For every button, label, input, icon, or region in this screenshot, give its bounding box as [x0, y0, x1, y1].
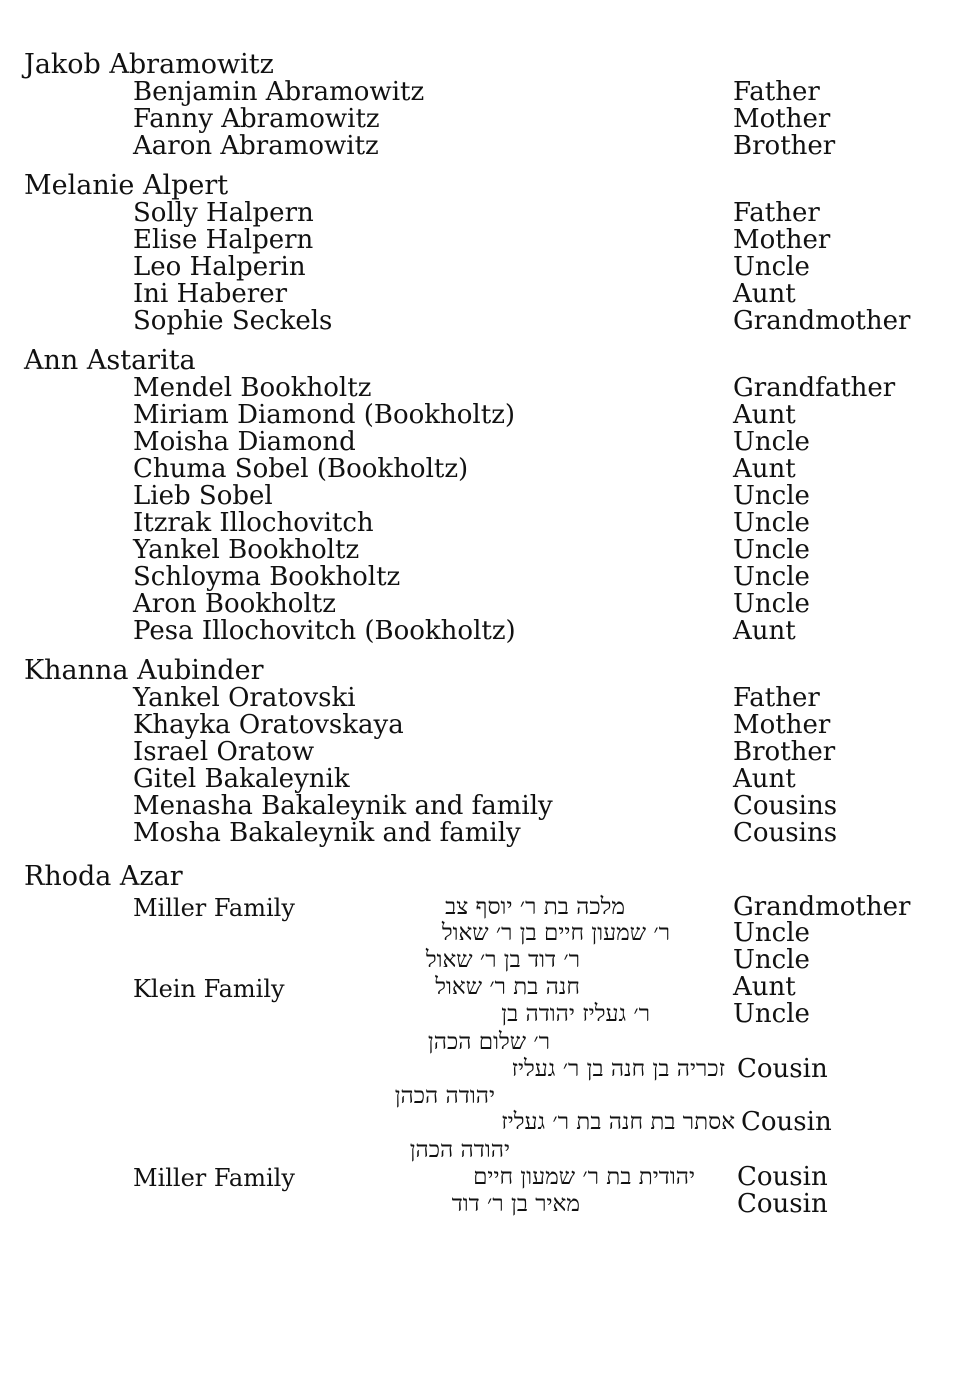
person-name: Yankel Bookholtz: [133, 535, 360, 565]
relation-label: Aunt: [733, 616, 796, 646]
relation-label: Uncle: [733, 999, 810, 1029]
person-name: Gitel Bakaleynik: [133, 764, 350, 794]
relation-label: Uncle: [733, 481, 810, 511]
person-name: Fanny Abramowitz: [133, 104, 380, 134]
relation-label: Grandmother: [733, 892, 911, 922]
relation-label: Grandmother: [733, 306, 911, 336]
section-heading: Jakob Abramowitz: [24, 49, 274, 80]
person-name: Israel Oratow: [133, 737, 315, 767]
hebrew-name: ר׳ דוד בן ר׳ שאול: [425, 947, 580, 973]
relation-label: Cousins: [733, 791, 838, 821]
person-name: Aron Bookholtz: [133, 589, 336, 619]
relation-label: Father: [733, 198, 820, 228]
relation-label: Uncle: [733, 945, 810, 975]
person-name: Chuma Sobel (Bookholtz): [133, 454, 469, 484]
hebrew-name: ר׳ שלום הכהן: [427, 1029, 550, 1055]
relation-label: Mother: [733, 710, 831, 740]
relation-label: Cousin: [741, 1107, 832, 1137]
relation-label: Cousin: [737, 1054, 828, 1084]
person-name: Lieb Sobel: [133, 481, 273, 511]
section-heading: Melanie Alpert: [24, 170, 229, 201]
family-label: Miller Family: [133, 894, 295, 922]
person-name: Ini Haberer: [133, 279, 288, 309]
person-name: Menasha Bakaleynik and family: [133, 791, 553, 821]
person-name: Miriam Diamond (Bookholtz): [133, 400, 516, 430]
person-name: Leo Halperin: [133, 252, 306, 282]
relation-label: Father: [733, 77, 820, 107]
person-name: Khayka Oratovskaya: [133, 710, 404, 740]
family-label: Miller Family: [133, 1164, 295, 1192]
person-name: Moisha Diamond: [133, 427, 356, 457]
relation-label: Uncle: [733, 427, 810, 457]
relation-label: Grandfather: [733, 373, 896, 403]
hebrew-name: מאיר בן ר׳ דוד: [451, 1191, 580, 1217]
relation-label: Cousin: [737, 1162, 828, 1192]
hebrew-name: יהודית בת ר׳ שמעון חיים: [473, 1164, 695, 1190]
relation-label: Uncle: [733, 918, 810, 948]
relation-label: Aunt: [733, 764, 796, 794]
person-name: Mendel Bookholtz: [133, 373, 372, 403]
hebrew-name: חנה בת ר׳ שאול: [435, 974, 580, 1000]
hebrew-name: ר׳ שמעון חיים בן ר׳ שאול: [441, 920, 670, 946]
relation-label: Cousins: [733, 818, 838, 848]
section-heading: Khanna Aubinder: [24, 655, 264, 686]
relation-label: Uncle: [733, 562, 810, 592]
section-heading: Ann Astarita: [24, 345, 196, 376]
relation-label: Aunt: [733, 279, 796, 309]
relation-label: Brother: [733, 131, 836, 161]
relation-label: Uncle: [733, 252, 810, 282]
relation-label: Uncle: [733, 535, 810, 565]
relation-label: Aunt: [733, 400, 796, 430]
section-heading: Rhoda Azar: [24, 861, 183, 892]
hebrew-name: מלכה בת ר׳ יוסף צב: [445, 894, 625, 920]
relation-label: Mother: [733, 104, 831, 134]
hebrew-name: יהודה הכהן: [409, 1137, 510, 1163]
person-name: Mosha Bakaleynik and family: [133, 818, 521, 848]
relation-label: Father: [733, 683, 820, 713]
hebrew-name: ר׳ געליז יהודה בן: [501, 1001, 650, 1027]
person-name: Sophie Seckels: [133, 306, 333, 336]
relation-label: Uncle: [733, 589, 810, 619]
person-name: Aaron Abramowitz: [133, 131, 379, 161]
hebrew-name: זכריה בן חנה בן ר׳ געליז: [511, 1056, 725, 1082]
person-name: Yankel Oratovski: [133, 683, 356, 713]
relation-label: Aunt: [733, 972, 796, 1002]
hebrew-name: אסתר בת חנה בת ר׳ געליז: [501, 1109, 735, 1135]
relation-label: Brother: [733, 737, 836, 767]
family-label: Klein Family: [133, 975, 285, 1003]
person-name: Solly Halpern: [133, 198, 314, 228]
person-name: Pesa Illochovitch (Bookholtz): [133, 616, 516, 646]
relation-label: Aunt: [733, 454, 796, 484]
relation-label: Uncle: [733, 508, 810, 538]
person-name: Elise Halpern: [133, 225, 314, 255]
person-name: Benjamin Abramowitz: [133, 77, 425, 107]
person-name: Itzrak Illochovitch: [133, 508, 374, 538]
relation-label: Cousin: [737, 1189, 828, 1219]
person-name: Schloyma Bookholtz: [133, 562, 401, 592]
hebrew-name: יהודה הכהן: [394, 1083, 495, 1109]
relation-label: Mother: [733, 225, 831, 255]
